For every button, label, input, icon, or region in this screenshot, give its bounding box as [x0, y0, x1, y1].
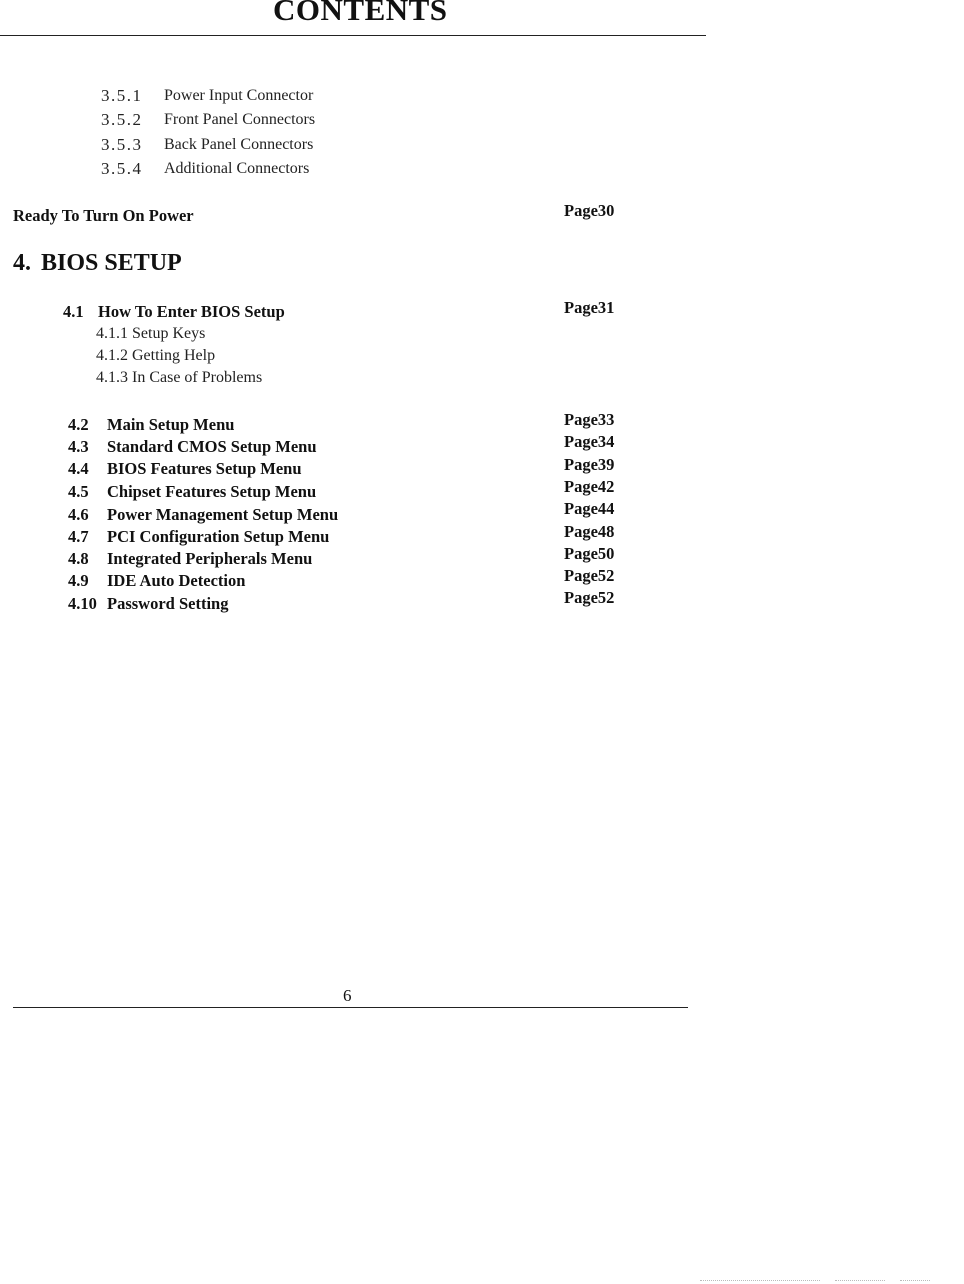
toc-section-number: 4.3 [68, 437, 89, 456]
toc-section-label: BIOS Features Setup Menu [107, 459, 302, 478]
toc-page-ref: Page50 [564, 544, 615, 563]
toc-subsection-number: 3.5.3 [101, 135, 143, 154]
toc-subsection-label: Back Panel Connectors [164, 136, 314, 153]
toc-page-ref: Page33 [564, 410, 615, 429]
toc-minor-entry: 4.1.1 Setup Keys [96, 325, 206, 342]
toc-section-label: Integrated Peripherals Menu [107, 549, 313, 568]
toc-section-label: Power Management Setup Menu [107, 505, 339, 524]
toc-minor-entry: 4.1.2 Getting Help [96, 347, 216, 364]
toc-section-label: PCI Configuration Setup Menu [107, 527, 330, 546]
toc-subsection-number: 3.5.1 [101, 86, 143, 105]
toc-page-ref: Page52 [564, 588, 615, 607]
page-number: 6 [343, 986, 352, 1005]
toc-minor-entry: 4.1.3 In Case of Problems [96, 369, 263, 386]
toc-page-ref: Page30 [564, 201, 615, 220]
toc-section-number: 4.8 [68, 549, 89, 568]
bottom-divider [13, 1007, 688, 1008]
toc-page-ref: Page39 [564, 455, 615, 474]
toc-subsection-label: Power Input Connector [164, 87, 314, 104]
toc-subsection-label: Front Panel Connectors [164, 111, 316, 128]
toc-section-label: Password Setting [107, 594, 229, 613]
toc-section-number: 4.7 [68, 527, 89, 546]
toc-page-ref: Page44 [564, 499, 615, 518]
chapter-number: 4. [13, 250, 31, 276]
toc-section-number: 4.9 [68, 571, 89, 590]
chapter-title: BIOS SETUP [41, 250, 182, 276]
scan-noise [835, 1280, 885, 1281]
toc-section-label: Standard CMOS Setup Menu [107, 437, 317, 456]
toc-page-ref: Page34 [564, 432, 615, 451]
toc-page-ref: Page31 [564, 298, 615, 317]
toc-subsection-label: Additional Connectors [164, 160, 310, 177]
toc-section-number: 4.4 [68, 459, 89, 478]
page-title: CONTENTS [273, 0, 448, 27]
toc-section-number: 4.5 [68, 482, 89, 501]
toc-page-ref: Page48 [564, 522, 615, 541]
toc-entry-ready-power: Ready To Turn On Power [13, 206, 194, 225]
chapter-heading [13, 250, 182, 277]
toc-section-number: 4.10 [68, 594, 97, 613]
toc-section-number: 4.1 [63, 302, 84, 321]
toc-section-number: 4.2 [68, 415, 89, 434]
toc-page-ref: Page42 [564, 477, 615, 496]
top-divider [0, 35, 706, 36]
toc-section-label: Chipset Features Setup Menu [107, 482, 317, 501]
toc-section-label: IDE Auto Detection [107, 571, 246, 590]
toc-section-label: How To Enter BIOS Setup [98, 302, 285, 321]
toc-section-number: 4.6 [68, 505, 89, 524]
scan-noise [700, 1280, 820, 1281]
toc-section-label: Main Setup Menu [107, 415, 235, 434]
toc-subsection-number: 3.5.2 [101, 110, 143, 129]
toc-page-ref: Page52 [564, 566, 615, 585]
toc-subsection-number: 3.5.4 [101, 159, 143, 178]
scan-noise [900, 1280, 930, 1281]
